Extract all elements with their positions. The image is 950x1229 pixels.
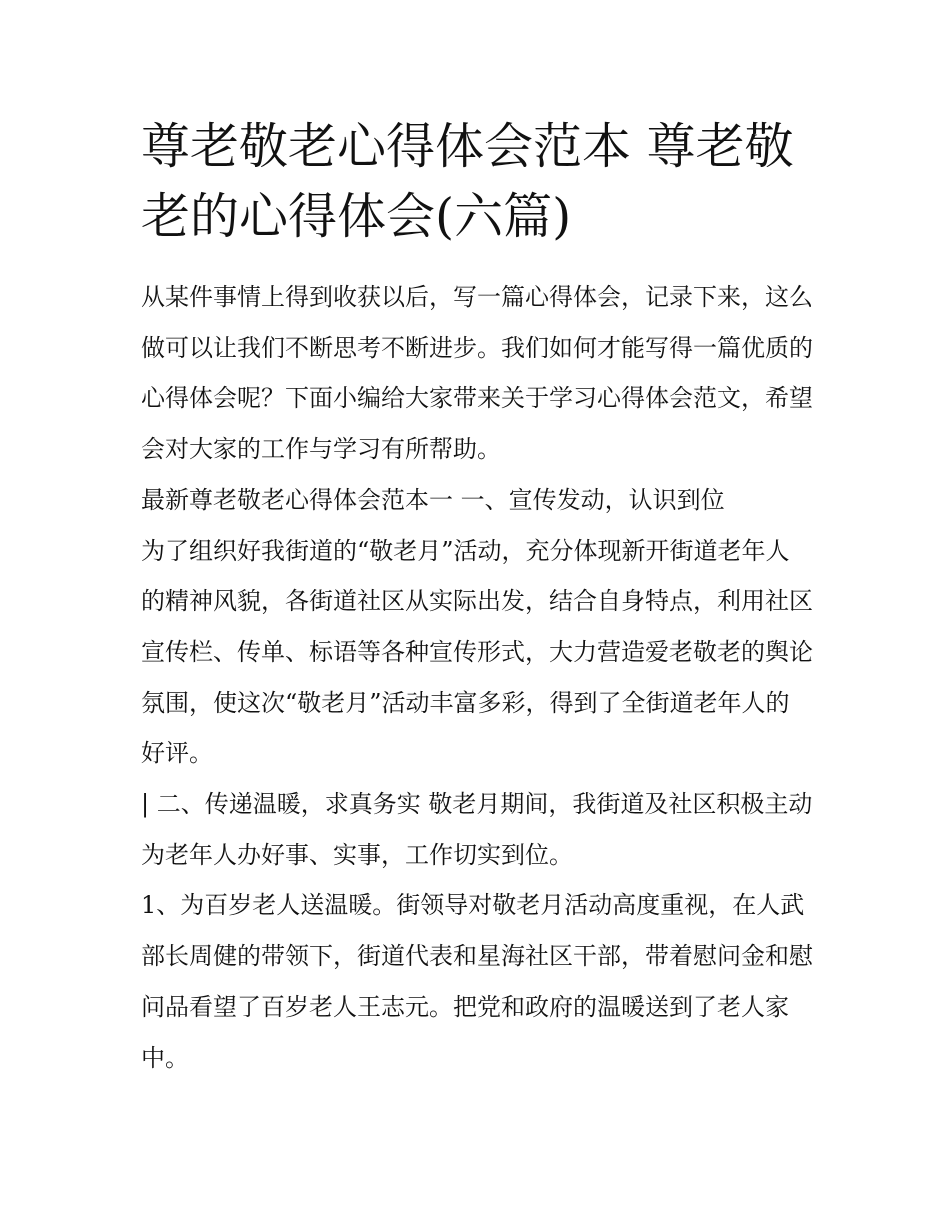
paragraph-section-one-heading: 最新尊老敬老心得体会范本一 一、宣传发动，认识到位	[141, 485, 725, 514]
document-page	[141, 112, 813, 1083]
document-body	[141, 272, 813, 1083]
document-title: 尊老敬老心得体会范本 尊老敬老的心得体会(六篇)	[141, 118, 794, 245]
paragraph-publicity: 为了组织好我街道的“敬老月”活动，充分体现新开街道老年人的精神风貌，各街道社区从实际出发，结合自身特点，利用社区宣传栏、传单、标语等各种宣传形式，大力营造爱老敬老的舆论氛围，使这次“敬老月”活动丰富多彩，得到了全街道老年人的好评。	[141, 536, 813, 768]
paragraph-section-two: | 二、传递温暖，求真务实 敬老月期间，我街道及社区积极主动为老年人办好事、实事，工作切实到位。	[141, 790, 813, 869]
paragraph-centenarian-visit: 1、为百岁老人送温暖。街领导对敬老月活动高度重视，在人武部长周健的带领下，街道代表和星海社区干部，带着慰问金和慰问品看望了百岁老人王志元。把党和政府的温暖送到了老人家中。	[141, 891, 813, 1072]
paragraph-intro: 从某件事情上得到收获以后，写一篇心得体会，记录下来，这么做可以让我们不断思考不断进步。我们如何才能写得一篇优质的心得体会呢？下面小编给大家带来关于学习心得体会范文，希望会对大家的工作与学习有所帮助。	[141, 283, 813, 464]
